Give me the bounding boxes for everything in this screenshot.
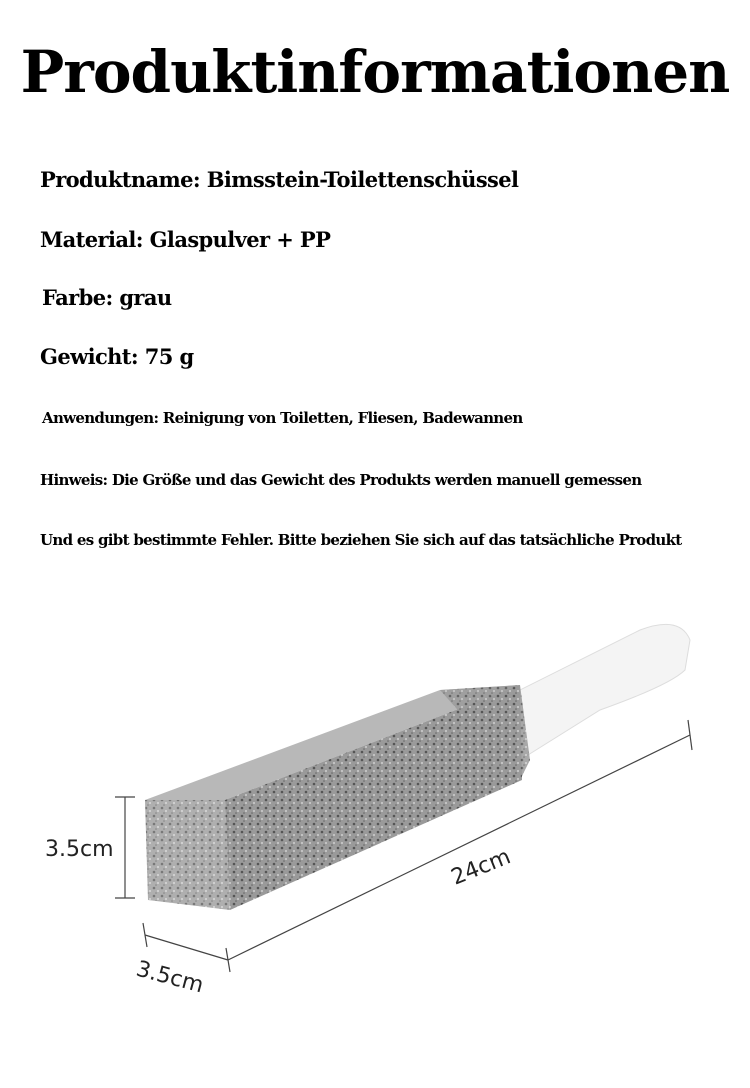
spec-product-name: Produktname: Bimsstein-Toilettenschüssel xyxy=(40,167,519,192)
width-label: 3.5cm xyxy=(133,956,207,999)
spec-disclaimer: Und es gibt bestimmte Fehler. Bitte beziehen Sie sich auf das tatsächliche Produkt xyxy=(40,531,682,549)
spec-material: Material: Glaspulver + PP xyxy=(40,227,331,252)
spec-color: Farbe: grau xyxy=(42,285,172,310)
product-image xyxy=(0,590,750,1060)
spec-usage: Anwendungen: Reinigung von Toiletten, Fliesen, Badewannen xyxy=(42,409,523,427)
spec-weight: Gewicht: 75 g xyxy=(40,344,194,369)
length-label: 24cm xyxy=(447,844,515,891)
spec-note: Hinweis: Die Größe und das Gewicht des Produkts werden manuell gemessen xyxy=(40,471,642,489)
page-title: Produktinformationen xyxy=(20,38,730,106)
height-label: 3.5cm xyxy=(45,837,114,862)
